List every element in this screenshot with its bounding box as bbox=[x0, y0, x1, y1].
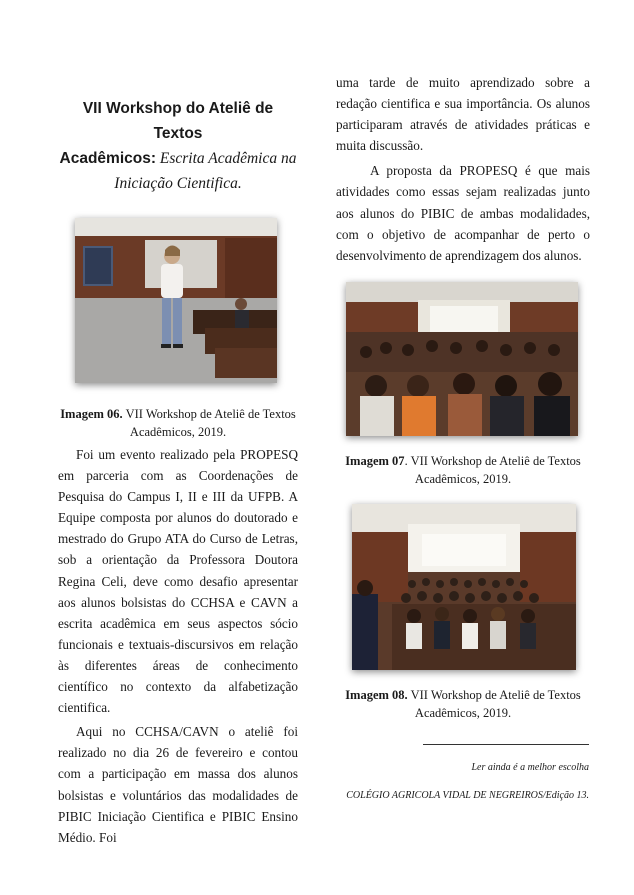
caption-07-label: Imagem 07 bbox=[345, 453, 405, 468]
footer-divider bbox=[423, 744, 589, 745]
title-line1: VII Workshop do Ateliê de Textos bbox=[82, 100, 274, 142]
photo-08 bbox=[352, 504, 576, 670]
caption-08-label: Imagem 08. bbox=[345, 687, 408, 702]
caption-06-text: VII Workshop de Ateliê de Textos Acadêmicos, 2019. bbox=[122, 407, 296, 439]
paragraph-2: Aqui no CCHSA/CAVN o ateliê foi realizado no dia 26 de fevereiro e contou com a participação em massa dos alunos bolsistas e voluntários das modalidades de PIBIC Iniciação Cientifica e PIBIC Ensino Médio. Foi bbox=[58, 724, 298, 845]
caption-08 bbox=[336, 686, 590, 722]
photo-07-scene bbox=[346, 282, 578, 436]
right-column bbox=[336, 72, 590, 722]
paragraph-4: A proposta da PROPESQ é que mais atividades como essas sejam realizadas junto aos alunos do PIBIC de ambas modalidades, com o objetivo de acompanhar de perto o desenvolvimento de aprendizagem dos alunos. bbox=[336, 163, 590, 263]
footer-motto: Ler ainda é a melhor escolha bbox=[471, 762, 589, 773]
article-title bbox=[58, 96, 298, 196]
footer-edition: COLÉGIO AGRICOLA VIDAL DE NEGREIROS/Edição 13. bbox=[346, 790, 589, 801]
title-line3: Iniciação Cientifica. bbox=[114, 175, 242, 192]
caption-06 bbox=[58, 405, 298, 441]
photo-08-scene bbox=[352, 504, 576, 670]
caption-08-text: VII Workshop de Ateliê de Textos Acadêmicos, 2019. bbox=[407, 687, 581, 720]
caption-07-text: . VII Workshop de Ateliê de Textos Acadêmicos, 2019. bbox=[404, 453, 581, 486]
photo-07 bbox=[346, 282, 578, 436]
photo-06-scene bbox=[75, 218, 277, 383]
left-column bbox=[58, 96, 298, 848]
caption-06-label: Imagem 06. bbox=[60, 407, 123, 421]
paragraph-1: Foi um evento realizado pela PROPESQ em parceria com as Coordenações de Pesquisa do Campus I, II e III da UFPB. A Equipe composta por alunos do doutorado e mestrado do Grupo ATA do Curso de Letras, sob a orientação da Professora Doutora Regina Celi, deve como desafio apresentar aos alunos bolsistas do CCHSA e CAVN a escrita acadêmica em seus aspectos sócio funcionais e textuais-discursivos em relação às diferentes áreas de conhecimento científico no contexto da alfabetização cientifica. bbox=[58, 447, 298, 716]
title-line2-bold: Acadêmicos: bbox=[59, 150, 156, 167]
paragraph-3: uma tarde de muito aprendizado sobre a redação cientifica e sua importância. Os alunos participaram através de atividades práticas e muita discussão. bbox=[336, 75, 590, 154]
caption-07 bbox=[336, 452, 590, 488]
title-line2-italic: Escrita Acadêmica na bbox=[156, 150, 297, 167]
photo-06 bbox=[75, 218, 277, 383]
